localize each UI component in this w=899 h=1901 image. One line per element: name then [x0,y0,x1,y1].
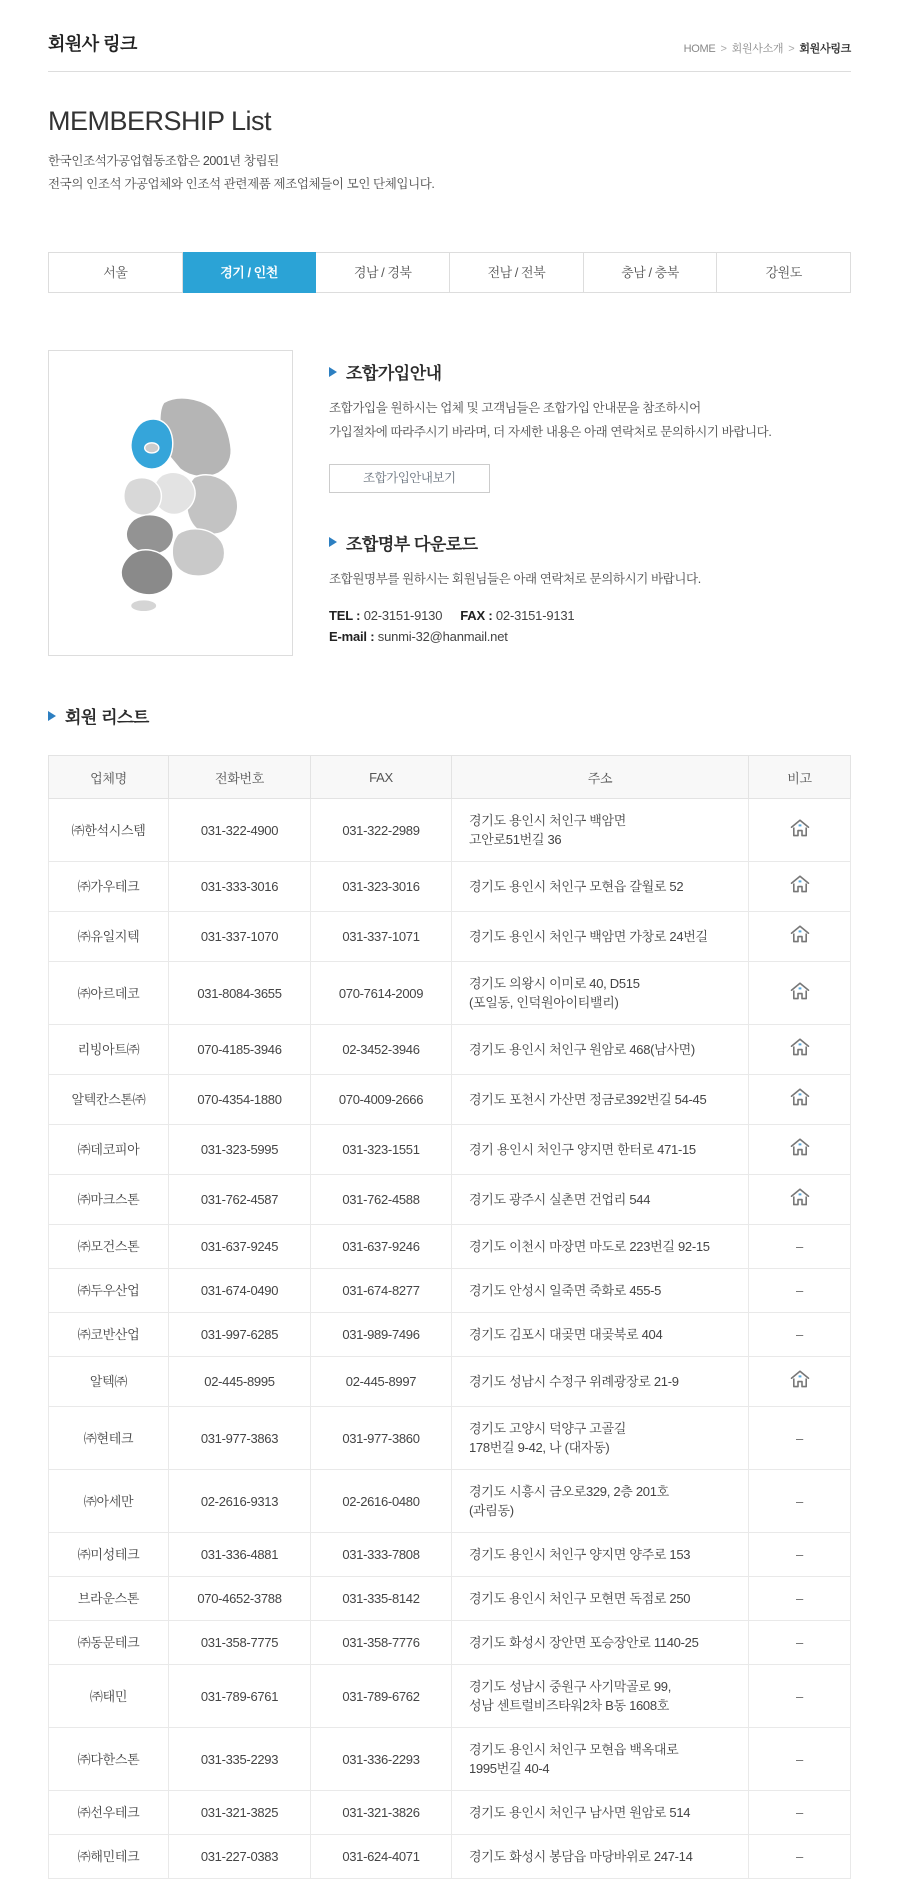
address-cell: 경기도 용인시 처인구 양지면 양주로 153 [452,1533,749,1577]
email-value: sunmi-32@hanmail.net [377,628,508,644]
phone-cell: 031-227-0383 [169,1835,311,1879]
company-name-cell: ㈜코반산업 [49,1313,169,1357]
remark-cell [749,1025,851,1075]
address-cell: 경기도 이천시 마장면 마도로 223번길 92-15 [452,1225,749,1269]
page-header [48,0,851,72]
company-name-cell: ㈜아르데코 [49,962,169,1025]
company-name-cell: ㈜가우테크 [49,862,169,912]
home-icon[interactable] [789,1137,811,1157]
remark-dash: – [796,1547,803,1563]
breadcrumb [684,40,851,56]
fax-cell: 031-624-4071 [311,1835,452,1879]
column-header-fax: FAX [311,756,452,799]
table-row [49,799,851,862]
address-cell: 경기도 포천시 가산면 정금로392번길 54-45 [452,1075,749,1125]
remark-cell [749,912,851,962]
table-row [49,1125,851,1175]
map-region-chungnam [123,478,161,515]
fax-label: FAX : [460,607,493,623]
remark-dash: – [796,1751,803,1767]
region-tab-5[interactable]: 충남 / 충북 [584,252,718,293]
phone-cell: 031-322-4900 [169,799,311,862]
home-icon[interactable] [789,1187,811,1207]
home-icon[interactable] [789,818,811,838]
company-name-cell: ㈜데코피아 [49,1125,169,1175]
roster-download-block [329,530,851,648]
address-cell: 경기도 광주시 실촌면 건업리 544 [452,1175,749,1225]
region-tabs [48,252,851,293]
address-cell: 경기도 김포시 대곶면 대곶북로 404 [452,1313,749,1357]
remark-cell [749,1357,851,1407]
phone-cell: 070-4185-3946 [169,1025,311,1075]
home-icon[interactable] [789,874,811,894]
company-name-cell: ㈜모건스톤 [49,1225,169,1269]
address-cell: 경기도 화성시 장안면 포승장안로 1140-25 [452,1621,749,1665]
phone-cell: 031-333-3016 [169,862,311,912]
remark-cell [749,1470,851,1533]
roster-download-heading-label: 조합명부 다운로드 [346,534,478,554]
phone-cell: 031-337-1070 [169,912,311,962]
region-tab-2[interactable]: 경기 / 인천 [183,252,317,293]
join-guide-heading-label: 조합가입안내 [346,364,442,384]
phone-cell: 070-4652-3788 [169,1577,311,1621]
remark-cell [749,1577,851,1621]
blue-arrow-icon [329,367,337,377]
map-region-seoul [144,443,158,453]
remark-cell [749,1313,851,1357]
remark-cell [749,862,851,912]
address-cell: 경기도 용인시 처인구 백암면 가창로 24번길 [452,912,749,962]
region-tab-6[interactable]: 강원도 [717,252,851,293]
company-name-cell: ㈜선우테크 [49,1791,169,1835]
fax-cell: 031-358-7776 [311,1621,452,1665]
remark-dash: – [796,1327,803,1343]
fax-cell: 031-335-8142 [311,1577,452,1621]
roster-download-heading [329,530,851,555]
company-name-cell: 알텍칸스톤㈜ [49,1075,169,1125]
contact-email-line [329,626,851,647]
home-icon[interactable] [789,1369,811,1389]
address-cell: 경기도 안성시 일죽면 죽화로 455-5 [452,1269,749,1313]
phone-cell: 031-977-3863 [169,1407,311,1470]
fax-cell: 02-2616-0480 [311,1470,452,1533]
table-row [49,1791,851,1835]
join-guide-heading [329,359,851,384]
phone-cell: 031-335-2293 [169,1728,311,1791]
table-row [49,1835,851,1879]
column-header-remark: 비고 [749,756,851,799]
phone-cell: 02-445-8995 [169,1357,311,1407]
fax-cell: 031-336-2293 [311,1728,452,1791]
home-icon[interactable] [789,981,811,1001]
remark-dash: – [796,1239,803,1255]
table-row [49,1728,851,1791]
remark-cell [749,1835,851,1879]
phone-cell: 031-323-5995 [169,1125,311,1175]
address-cell: 경기도 용인시 처인구 모현읍 백옥대로 1995번길 40-4 [452,1728,749,1791]
table-row [49,1470,851,1533]
table-row [49,1225,851,1269]
fax-cell: 031-989-7496 [311,1313,452,1357]
table-row [49,1269,851,1313]
breadcrumb-members-intro[interactable]: 회원사소개 [731,43,784,55]
join-guide-view-button[interactable]: 조합가입안내보기 [329,464,490,493]
fax-cell: 031-323-3016 [311,862,452,912]
fax-cell: 031-977-3860 [311,1407,452,1470]
breadcrumb-separator: > [720,43,727,55]
phone-cell: 031-789-6761 [169,1665,311,1728]
map-region-gyeongbuk [186,475,237,534]
join-guide-text-line1: 조합가입을 원하시는 업체 및 고객님들은 조합가입 안내문을 참조하시어 [329,401,701,416]
table-row [49,1577,851,1621]
map-region-gyeongnam [172,529,224,576]
address-cell: 경기도 성남시 중원구 사기막골로 99, 성남 센트럴비즈타워2차 B동 1608호 [452,1665,749,1728]
fax-cell: 070-4009-2666 [311,1075,452,1125]
table-row [49,1357,851,1407]
company-name-cell: ㈜태민 [49,1665,169,1728]
fax-value: 02-3151-9131 [495,607,575,623]
table-row [49,962,851,1025]
company-name-cell: ㈜유일지텍 [49,912,169,962]
tel-label: TEL : [329,607,361,623]
fax-cell: 031-674-8277 [311,1269,452,1313]
address-cell: 경기도 용인시 처인구 남사면 원암로 514 [452,1791,749,1835]
address-cell: 경기도 화성시 봉담읍 마당바위로 247-14 [452,1835,749,1879]
phone-cell: 031-674-0490 [169,1269,311,1313]
remark-cell [749,1621,851,1665]
fax-cell: 031-337-1071 [311,912,452,962]
table-row [49,912,851,962]
company-name-cell: ㈜두우산업 [49,1269,169,1313]
company-name-cell: ㈜마크스톤 [49,1175,169,1225]
fax-cell: 02-3452-3946 [311,1025,452,1075]
phone-cell: 031-321-3825 [169,1791,311,1835]
remark-cell [749,1791,851,1835]
fax-cell: 070-7614-2009 [311,962,452,1025]
company-name-cell: 알텍㈜ [49,1357,169,1407]
remark-cell [749,1728,851,1791]
fax-cell: 031-789-6762 [311,1665,452,1728]
phone-cell: 070-4354-1880 [169,1075,311,1125]
address-cell: 경기도 용인시 처인구 원암로 468(남사면) [452,1025,749,1075]
table-row [49,862,851,912]
column-header-address: 주소 [452,756,749,799]
remark-dash: – [796,1591,803,1607]
table-row [49,1533,851,1577]
map-region-jeonnam [121,550,173,595]
company-name-cell: 리빙아트㈜ [49,1025,169,1075]
table-row [49,1175,851,1225]
address-cell: 경기도 용인시 처인구 백암면 고안로51번길 36 [452,799,749,862]
table-row [49,1075,851,1125]
company-name-cell: ㈜미성테크 [49,1533,169,1577]
company-name-cell: ㈜현테크 [49,1407,169,1470]
home-icon[interactable] [789,924,811,944]
contact-phone-line [329,605,851,626]
remark-cell [749,1225,851,1269]
company-name-cell: 브라운스톤 [49,1577,169,1621]
column-header-phone: 전화번호 [169,756,311,799]
fax-cell: 031-321-3826 [311,1791,452,1835]
address-cell: 경기 용인시 처인구 양지면 한터로 471-15 [452,1125,749,1175]
member-list-heading-label: 회원 리스트 [65,708,149,728]
fax-cell: 031-637-9246 [311,1225,452,1269]
blue-arrow-icon [329,537,337,547]
phone-cell: 031-762-4587 [169,1175,311,1225]
company-name-cell: ㈜한석시스템 [49,799,169,862]
region-tab-4[interactable]: 전남 / 전북 [450,252,584,293]
breadcrumb-home[interactable]: HOME [683,43,716,55]
remark-cell [749,1075,851,1125]
address-cell: 경기도 시흥시 금오로329, 2층 201호 (과림동) [452,1470,749,1533]
phone-cell: 031-358-7775 [169,1621,311,1665]
fax-cell: 031-323-1551 [311,1125,452,1175]
remark-cell [749,1175,851,1225]
contact-info [329,605,851,648]
map-region-jeonbuk [126,515,173,555]
address-cell: 경기도 성남시 수정구 위례광장로 21-9 [452,1357,749,1407]
company-name-cell: ㈜동문테크 [49,1621,169,1665]
tel-value: 02-3151-9130 [363,607,443,623]
korea-map [85,392,257,614]
company-name-cell: ㈜해민테크 [49,1835,169,1879]
fax-cell: 031-333-7808 [311,1533,452,1577]
intro-section [48,350,851,656]
phone-cell: 031-997-6285 [169,1313,311,1357]
remark-dash: – [796,1849,803,1865]
fax-cell: 031-322-2989 [311,799,452,862]
table-row [49,1025,851,1075]
home-icon[interactable] [789,1037,811,1057]
email-label: E-mail : [329,628,375,644]
address-cell: 경기도 의왕시 이미로 40, D515 (포일동, 인덕원아이티밸리) [452,962,749,1025]
guide-column [293,350,851,656]
membership-description-line2: 전국의 인조석 가공업체와 인조석 관련제품 제조업체들이 모인 단체입니다. [48,177,435,192]
member-table [48,755,851,1879]
breadcrumb-current: 회원사링크 [799,43,851,55]
region-tab-3[interactable]: 경남 / 경북 [316,252,450,293]
region-tab-1[interactable]: 서울 [48,252,183,293]
remark-dash: – [796,1283,803,1299]
company-name-cell: ㈜다한스톤 [49,1728,169,1791]
membership-description [48,150,851,196]
remark-cell [749,1125,851,1175]
table-row [49,1665,851,1728]
map-region-jeju [130,600,156,612]
member-list-section [48,703,851,1879]
remark-cell [749,1533,851,1577]
membership-description-line1: 한국인조석가공업협동조합은 2001년 창립된 [48,154,279,168]
member-list-heading [48,703,851,728]
phone-cell: 02-2616-9313 [169,1470,311,1533]
remark-cell [749,1269,851,1313]
member-table-header-row [49,756,851,799]
roster-download-desc: 조합원명부를 원하시는 회원님들은 아래 연락처로 문의하시기 바랍니다. [329,571,701,586]
phone-cell: 031-8084-3655 [169,962,311,1025]
remark-dash: – [796,1635,803,1651]
company-name-cell: ㈜아세만 [49,1470,169,1533]
remark-cell [749,1407,851,1470]
page-title: 회원사 링크 [48,34,137,54]
remark-cell [749,962,851,1025]
join-guide-text-line2: 가입절차에 따라주시기 바라며, 더 자세한 내용은 아래 연락처로 문의하시기 바랍니다. [329,425,772,439]
membership-heading: MEMBERSHIP List [48,106,272,136]
member-table-body [49,799,851,1879]
remark-dash: – [796,1430,803,1446]
remark-dash: – [796,1493,803,1509]
address-cell: 경기도 용인시 처인구 모현읍 갈월로 52 [452,862,749,912]
column-header-company: 업체명 [49,756,169,799]
fax-cell: 031-762-4588 [311,1175,452,1225]
remark-cell [749,799,851,862]
remark-dash: – [796,1805,803,1821]
fax-cell: 02-445-8997 [311,1357,452,1407]
home-icon[interactable] [789,1087,811,1107]
remark-dash: – [796,1688,803,1704]
phone-cell: 031-637-9245 [169,1225,311,1269]
phone-cell: 031-336-4881 [169,1533,311,1577]
join-guide-text [329,397,851,445]
address-cell: 경기도 고양시 덕양구 고골길 178번길 9-42, 나 (대자동) [452,1407,749,1470]
korea-map-box [48,350,293,656]
blue-arrow-icon [48,711,56,721]
table-row [49,1407,851,1470]
address-cell: 경기도 용인시 처인구 모현면 독점로 250 [452,1577,749,1621]
remark-cell [749,1665,851,1728]
table-row [49,1621,851,1665]
breadcrumb-separator: > [788,43,795,55]
table-row [49,1313,851,1357]
